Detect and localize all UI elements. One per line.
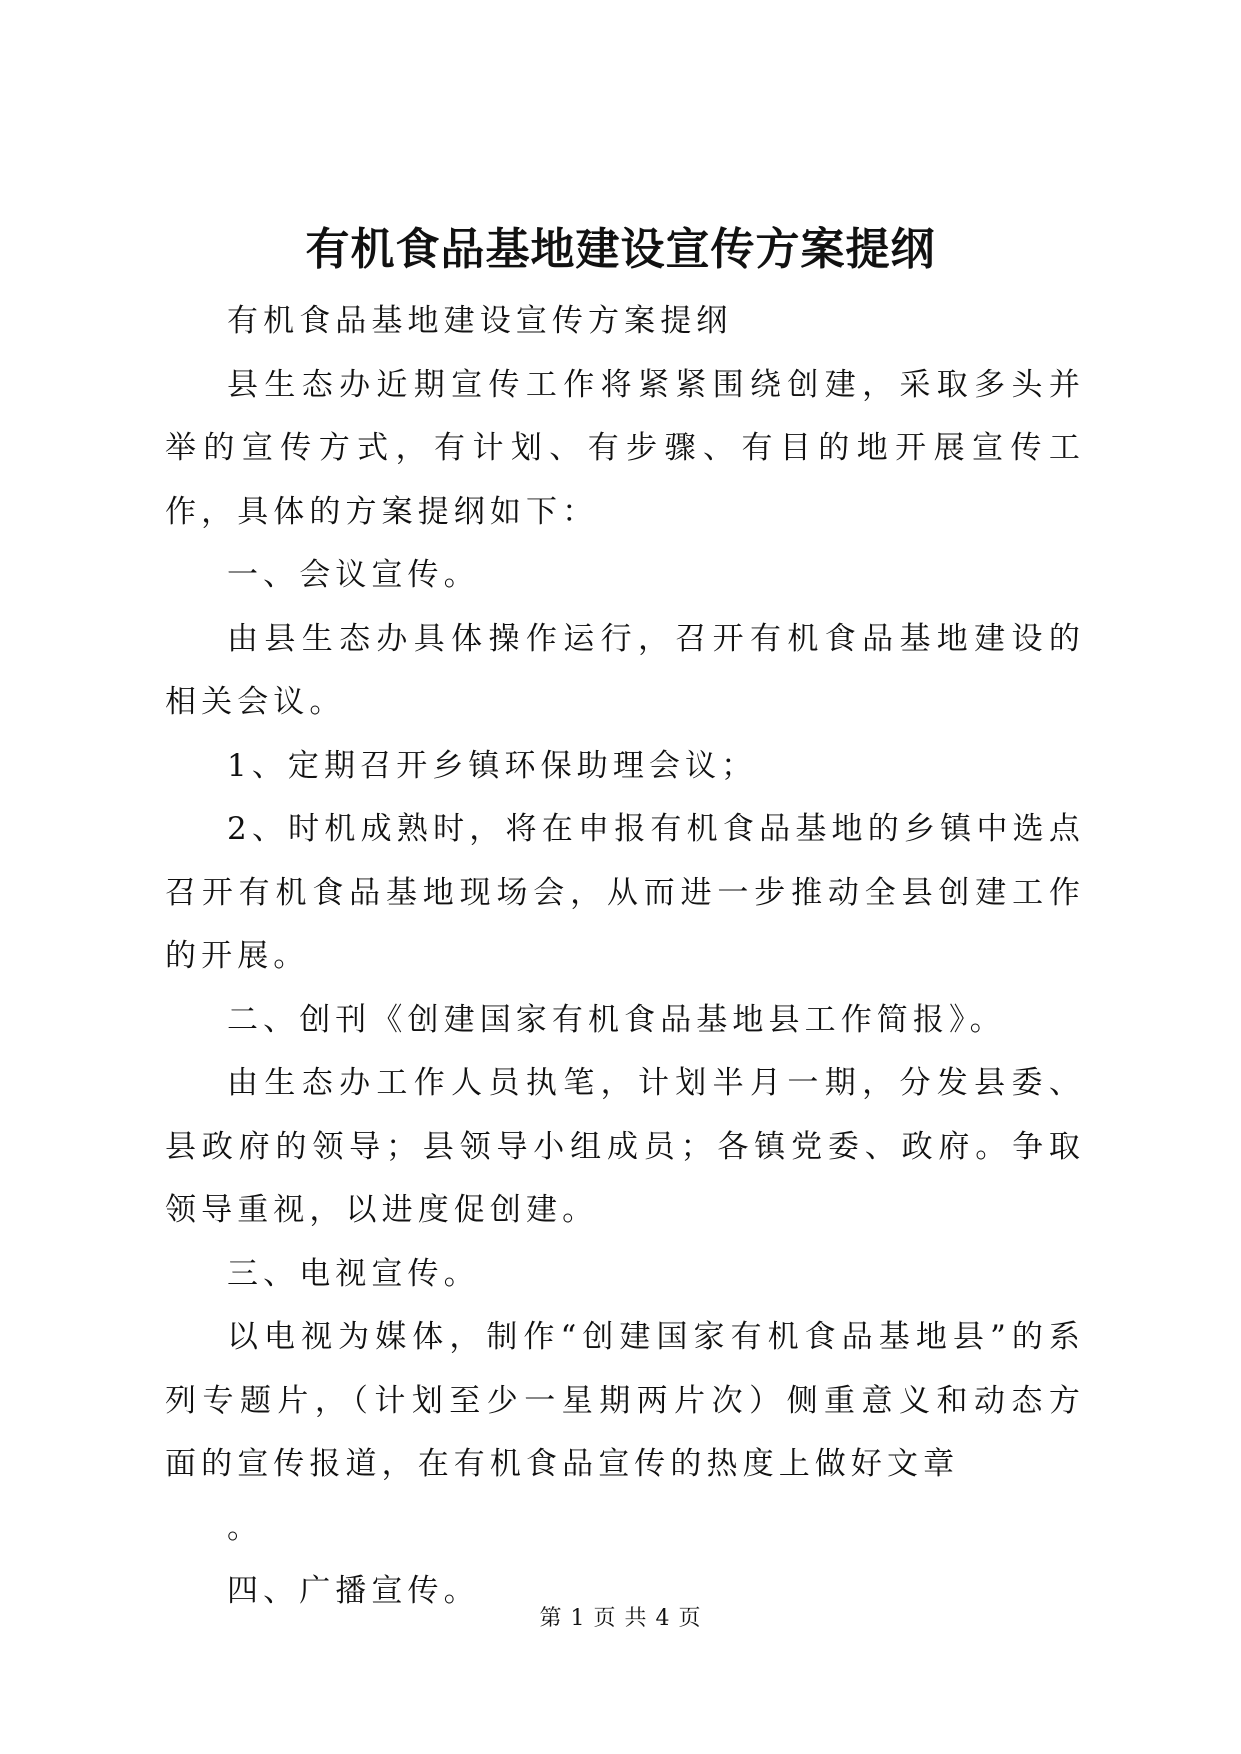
section-heading-meeting: 一、会议宣传。 [227, 557, 480, 593]
section-heading-radio: 四、广播宣传。 [227, 1573, 480, 1609]
page-number-footer: 第 1 页 共 4 页 [539, 1606, 702, 1631]
document-body [165, 290, 1085, 1624]
list-item-2: 2、时机成熟时，将在申报有机食品基地的乡镇中选点召开有机食品基地现场会，从而进一步推动全县创建工作的开展。 [165, 811, 1085, 974]
paragraph-bulletin: 由生态办工作人员执笔，计划半月一期，分发县委、县政府的领导；县领导小组成员；各镇党委、政府。争取领导重视，以进度促创建。 [165, 1065, 1085, 1228]
paragraph-tv: 以电视为媒体，制作“创建国家有机食品基地县”的系列专题片，（计划至少一星期两片次）侧重意义和动态方面的宣传报道，在有机食品宣传的热度上做好文章 [165, 1319, 1085, 1482]
section-heading-bulletin: 二、创刊《创建国家有机食品基地县工作简报》。 [227, 1001, 1006, 1038]
section-heading-tv: 三、电视宣传。 [227, 1255, 480, 1292]
list-item-1: 1、定期召开乡镇环保助理会议； [227, 747, 758, 784]
document-title: 有机食品基地建设宣传方案提纲 [305, 224, 936, 275]
paragraph-meeting: 由县生态办具体操作运行，召开有机食品基地建设的相关会议。 [165, 620, 1085, 720]
paragraph-stray-period: 。 [227, 1509, 264, 1546]
paragraph-intro: 县生态办近期宣传工作将紧紧围绕创建，采取多头并举的宣传方式，有计划、有步骤、有目的地开展宣传工作，具体的方案提纲如下： [165, 366, 1085, 530]
paragraph-subtitle: 有机食品基地建设宣传方案提纲 [227, 303, 733, 339]
